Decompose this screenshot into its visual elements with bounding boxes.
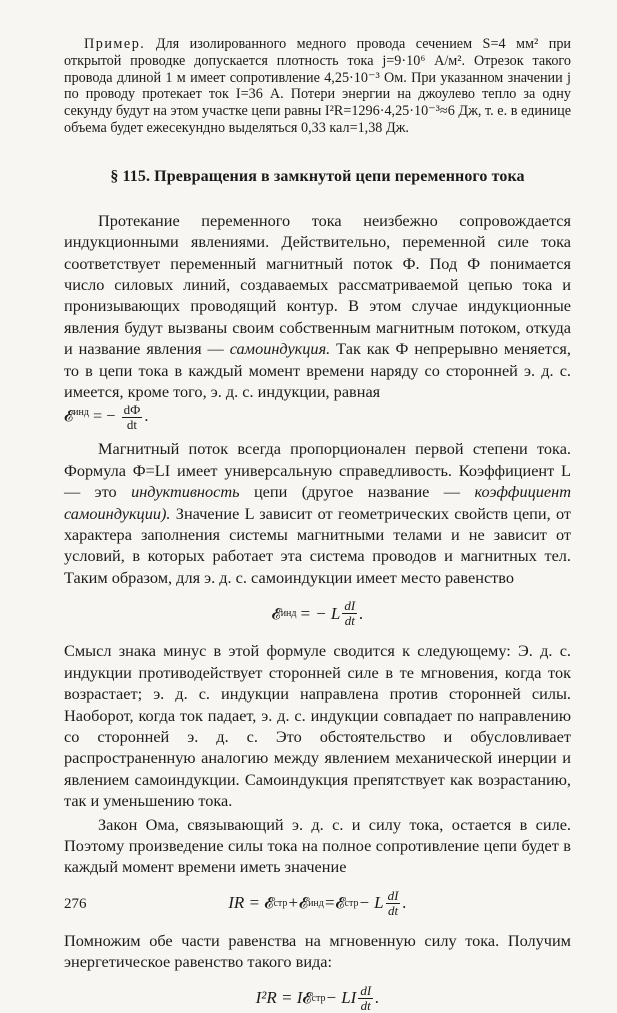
p1-tail: Так как Ф непрерывно меняется, то в цепи тока в каждый момент времени наряду со сторонней э. д. с. имеется, кроме того, э. д. с. индукции, равная bbox=[64, 339, 571, 402]
formula-3: IR = 𝓔 стр + 𝓔 инд = 𝓔 стр − L $\frac{dI}{dt}$ . bbox=[228, 887, 407, 918]
p1-text: Протекание переменного тока неизбежно сопровождается индукционными явлениями. Действительно, переменной силе тока соответствует переменный магнитный поток Ф. Под Ф понимается число силовых линий, создаваемых рассматриваемой цепью тока и пронизывающих проводящий контур. В этом случае индукционные явления будут вызваны своим собственным магнитным потоком, откуда и название явления — bbox=[64, 210, 571, 359]
term-inductance: индуктивность bbox=[131, 482, 240, 502]
example-paragraph bbox=[64, 36, 571, 137]
page-number: 276 bbox=[64, 896, 87, 912]
formula-4: I²R = I 𝓔 стр − LI $\frac{dI}{dt}$ . bbox=[255, 982, 380, 1013]
paragraph-1 bbox=[64, 210, 571, 403]
paragraph-2: Магнитный поток всегда пропорционален первой степени тока. Формула Ф=LI имеет универсальную справедливость. Коэффициент L — это индуктивность цепи (другое название — коэффициент самоиндукции). Значение L зависит от геометрических свойств цепи, от характера заполнения системы магнитными телами и не зависит от условий, в которых работает эта система проводов и магнитных тел. Таким образом, для э. д. с. самоиндукции имеет место равенство bbox=[64, 439, 571, 587]
term-self-induction: самоиндукция. bbox=[229, 339, 331, 359]
paragraph-5: Помножим обе части равенства на мгновенную силу тока. Получим энергетическое равенство такого вида: bbox=[64, 930, 571, 972]
example-text: Для изолированного медного провода сечением S=4 мм² при открытой проводке допускается плотность тока j=9·10⁶ А/м². Отрезок такого провода длиной 1 м имеет сопротивление 4,25·10⁻³ Ом. При указанном значении j по проводу протекает ток I=36 А. Потери энергии на джоулево тепло за одну секунду будут на этом участке цепи равны I²R=1296·4,25·10⁻³≈6 Дж, т. е. в единице объема будет ежесекундно выделяться 0,33 кал=1,38 Дж. bbox=[64, 36, 572, 136]
paragraph-3: Смысл знака минус в этой формуле сводится к следующему: Э. д. с. индукции противодействует сторонней силе в те мгновения, когда ток возрастает; э. д. с. индукции направлена против сторонней силы. Наоборот, когда ток падает, э. д. с. индукции совпадает по направлению со сторонней э. д. с. Это обстоятельство и обусловливает распространенную аналогию между явлением механической инерции и явлением самоиндукции. Самоиндукция препятствует как возрастанию, так и уменьшению тока. bbox=[64, 641, 571, 811]
term-self-induction-coefficient: коэффициент самоиндукции). bbox=[64, 482, 571, 523]
formula-2: 𝓔 инд = − L $\frac{dI}{dt}$ . bbox=[271, 598, 364, 629]
formula-1: 𝓔$^{инд}$ = − $\frac{dФ}{dt}$ . bbox=[64, 402, 149, 433]
example-label: Пример. bbox=[84, 36, 146, 52]
section-title: § 115. Превращения в замкнутой цепи переменного тока bbox=[110, 167, 525, 185]
paragraph-4: Закон Ома, связывающий э. д. с. и силу тока, остается в силе. Поэтому произведение силы тока на полное сопротивление цепи будет в каждый момент времени иметь значение bbox=[64, 814, 571, 877]
